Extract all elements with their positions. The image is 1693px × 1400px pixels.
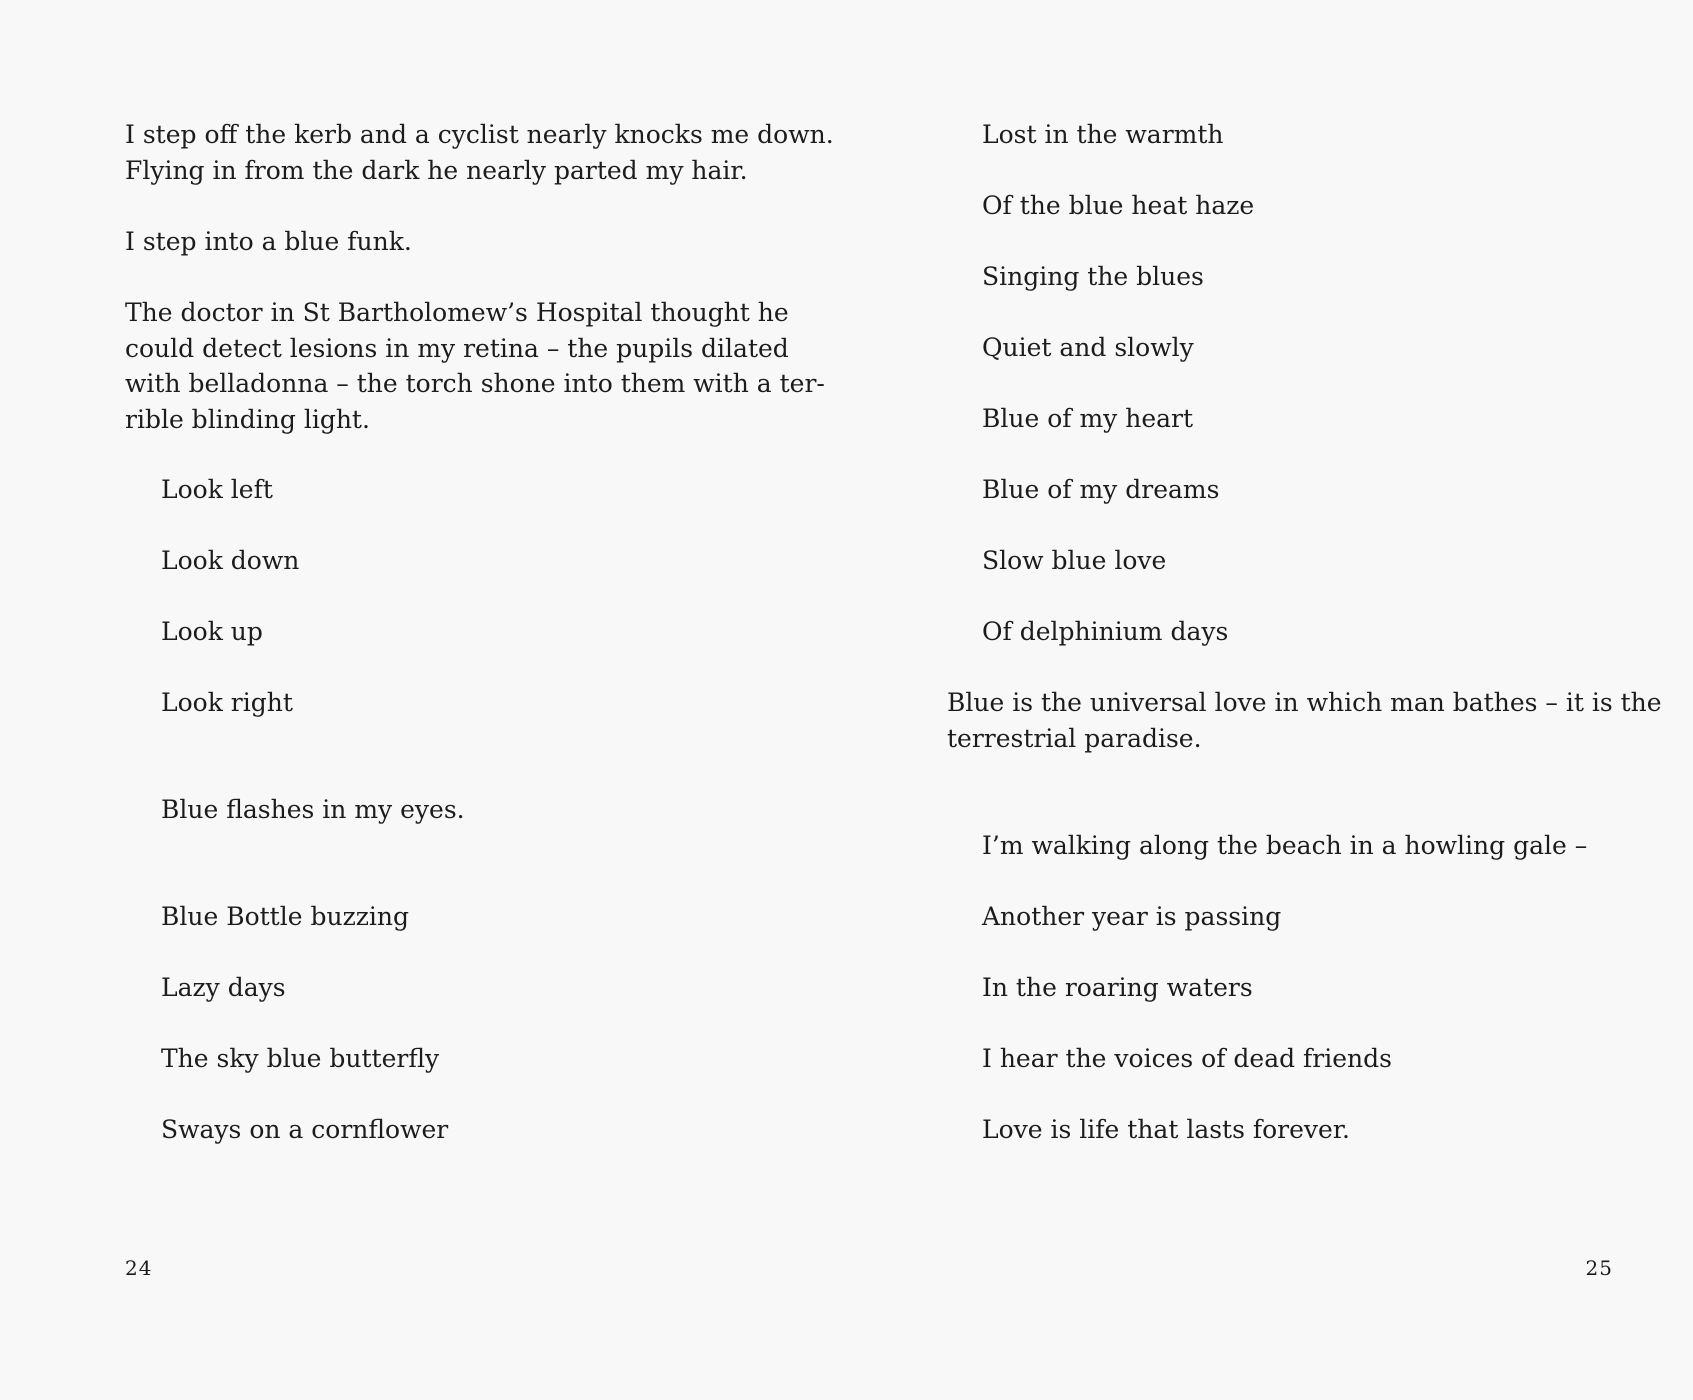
verse-line: I hear the voices of dead friends (982, 1044, 1392, 1073)
verse-line: The sky blue butterfly (161, 1044, 440, 1073)
text-line: Blue is the universal love in which man bathes – it is the (947, 688, 1662, 717)
verse-line: Blue flashes in my eyes. (161, 795, 465, 824)
verse-line: Singing the blues (982, 262, 1204, 291)
verse-line: Lazy days (161, 973, 286, 1002)
left-page (0, 0, 846, 1400)
paragraph (125, 295, 825, 437)
verse-line: Of the blue heat haze (982, 191, 1255, 220)
verse-line: Lost in the warmth (982, 120, 1224, 149)
verse-line: Slow blue love (982, 546, 1167, 575)
text-line: Flying in from the dark he nearly parted my hair. (125, 155, 748, 185)
paragraph (947, 685, 1662, 756)
verse-line: Look right (161, 688, 293, 717)
verse-line: Look left (161, 475, 273, 504)
text-line: I step off the kerb and a cyclist nearly knocks me down. (125, 120, 834, 149)
text-line: could detect lesions in my retina – the pupils dilated (125, 333, 789, 363)
verse-line: Love is life that lasts forever. (982, 1115, 1350, 1144)
verse-line: Another year is passing (982, 902, 1282, 931)
verse-line: I’m walking along the beach in a howling gale – (982, 831, 1588, 860)
paragraph (125, 224, 412, 260)
text-line: I step into a blue funk. (125, 227, 412, 256)
verse-line: Look up (161, 617, 263, 646)
verse-line: Blue of my heart (982, 404, 1194, 433)
verse-line: In the roaring waters (982, 973, 1253, 1002)
verse-line: Sways on a cornflower (161, 1115, 449, 1144)
verse-line: Of delphinium days (982, 617, 1229, 646)
verse-line: Blue of my dreams (982, 475, 1220, 504)
text-line: The doctor in St Bartholomew’s Hospital thought he (125, 298, 789, 327)
page-number: 25 (1585, 1256, 1613, 1280)
verse-line: Quiet and slowly (982, 333, 1194, 362)
page-number: 24 (125, 1256, 153, 1280)
verse-line: Blue Bottle buzzing (161, 902, 410, 931)
right-page (846, 0, 1693, 1400)
paragraph (125, 117, 834, 188)
text-line: terrestrial paradise. (947, 723, 1202, 753)
verse-line: Look down (161, 546, 300, 575)
text-line: with belladonna – the torch shone into them with a ter- (125, 369, 825, 399)
text-line: rible blinding light. (125, 404, 370, 434)
